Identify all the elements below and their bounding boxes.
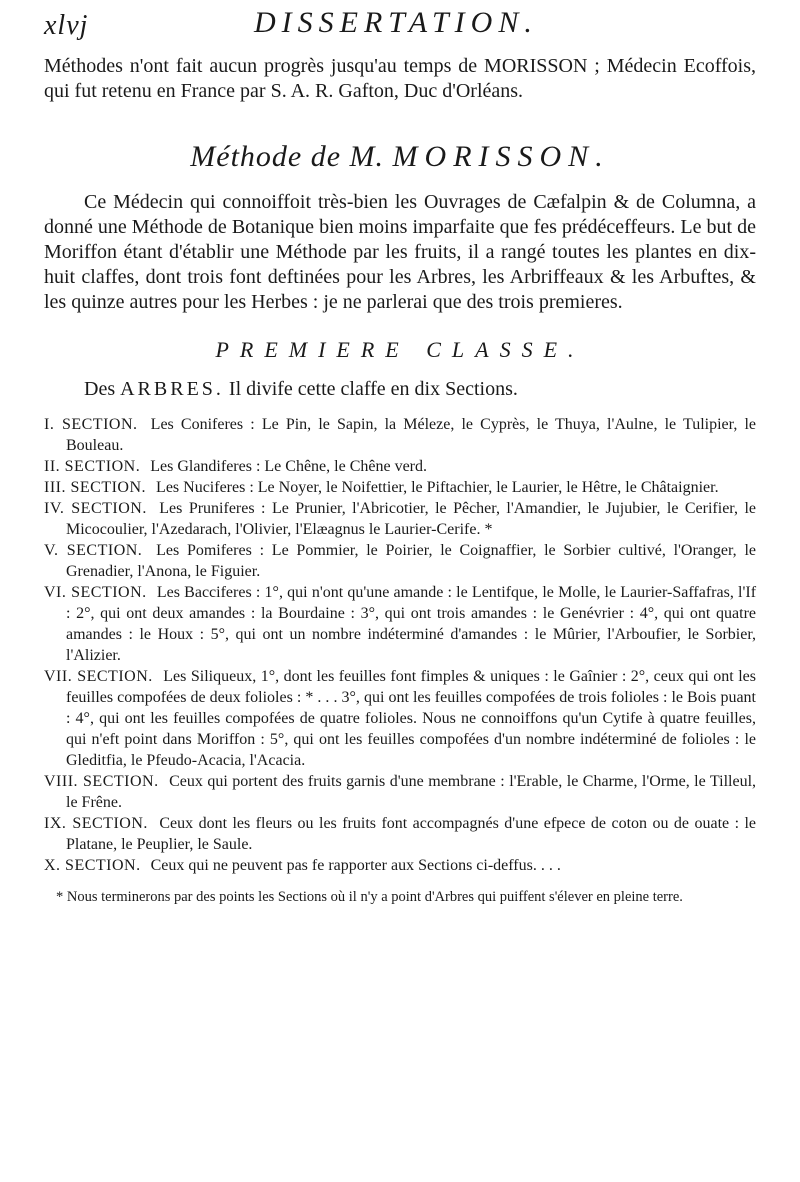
section-item [44, 477, 756, 498]
class-title: PREMIERE CLASSE. [215, 337, 585, 362]
class-description-caps: ARBRES. [120, 378, 224, 400]
section-item [44, 540, 756, 582]
section-label: III. SECTION. [44, 479, 147, 496]
section-text: Les Bacciferes : 1°, qui n'ont qu'une amande : le Lentifque, le Molle, le Laurier-Saffafras, l'If : 2°, qui ont deux amandes : la Bourdaine : 3°, qui ont trois amandes : le Genévrier : 4°, qui ont quatre amandes : le Houx : 5°, qui ont un nombre indéterminé d'amandes : le Mûrier, l'Arboufier, le Sorbier, l'Alizier. [66, 584, 757, 664]
footnote: * Nous terminerons par des points les Sections où il n'y a point d'Arbres qui puiffent s'élever en pleine terre. [56, 889, 683, 905]
section-label: II. SECTION. [44, 458, 141, 475]
class-description-lead: Des [84, 378, 116, 400]
section-item [44, 498, 756, 540]
body-paragraph: Ce Médecin qui connoiffoit très-bien les Ouvrages de Cæfalpin & de Columna, a donné une Méthode de Botanique bien moins imparfaite que fes prédéceffeurs. Le but de Moriffon étant d'établir une Méthode par les fruits, il a rangé toutes les plantes en dix-huit claffes, dont trois font deftinées pour les Arbres, les Arbriffeaux & les Arbuftes, & les quinze autres pour les Herbes : je ne parlerai que des trois premieres. [44, 191, 756, 313]
method-title [44, 140, 756, 174]
intro-paragraph: Méthodes n'ont fait aucun progrès jusqu'au temps de MORISSON ; Médecin Ecoffois, qui fut retenu en France par S. A. R. Gafton, Duc d'Orléans. [44, 55, 756, 102]
section-text: Les Glandiferes : Le Chêne, le Chêne verd. [150, 458, 427, 475]
section-text: Les Coniferes : Le Pin, le Sapin, la Méleze, le Cyprès, le Thuya, l'Aulne, le Tulipier, le Bouleau. [66, 416, 757, 454]
class-description [44, 377, 756, 402]
section-label: X. SECTION. [44, 857, 141, 874]
section-label: IX. SECTION. [44, 815, 148, 832]
section-text: Ceux dont les fleurs ou les fruits font accompagnés d'une efpece de coton ou de ouate : le Platane, le Peuplier, le Saule. [66, 815, 757, 853]
section-text: Ceux qui portent des fruits garnis d'une membrane : l'Erable, le Charme, l'Orme, le Tilleul, le Frêne. [66, 773, 757, 811]
section-item [44, 666, 756, 771]
section-label: V. SECTION. [44, 542, 143, 559]
section-label: I. SECTION. [44, 416, 138, 433]
section-label: VII. SECTION. [44, 668, 153, 685]
section-text: Les Nuciferes : Le Noyer, le Noifettier, le Piftachier, le Laurier, le Hêtre, le Châtaignier. [156, 479, 719, 496]
class-description-rest: Il divife cette claffe en dix Sections. [228, 378, 518, 400]
sections-list [44, 414, 756, 876]
method-title-name: MORISSON. [392, 140, 610, 173]
section-item [44, 855, 756, 876]
section-text: Ceux qui ne peuvent pas fe rapporter aux Sections ci-deffus. . . . [150, 857, 561, 874]
method-title-prefix: Méthode de M. [190, 140, 385, 173]
section-item [44, 456, 756, 477]
section-item [44, 813, 756, 855]
section-item [44, 771, 756, 813]
running-title: DISSERTATION. [254, 6, 538, 39]
section-item [44, 582, 756, 666]
section-text: Les Pomiferes : Le Pommier, le Poirier, le Coignaffier, le Sorbier cultivé, l'Oranger, le Grenadier, l'Anona, le Figuier. [66, 542, 756, 580]
page-number: xlvj [44, 10, 89, 41]
page-header [44, 0, 756, 54]
section-item [44, 414, 756, 456]
section-text: Les Pruniferes : Le Prunier, l'Abricotier, le Pêcher, l'Amandier, le Jujubier, le Cerifier, le Micocoulier, l'Azedarach, l'Olivier, l'Elæagnus le Laurier-Cerife. * [66, 500, 756, 538]
section-label: VIII. SECTION. [44, 773, 159, 790]
section-text: Les Siliqueux, 1°, dont les feuilles font fimples & uniques : le Gaînier : 2°, ceux qui ont les feuilles compofées de deux folioles : * . . . 3°, qui ont les feuilles compofées de trois folioles : le Bois puant : 4°, qui ont les feuilles compofées de quatre folioles. Nous ne connoiffons qu'un Cytife à quatre feuilles, qui n'eft point dans Moriffon : 5°, qui ont les feuilles compofées d'un nombre indéterminé de folioles : le Gleditfia, le Pfeudo-Acacia, l'Acacia. [66, 668, 757, 769]
section-label: VI. SECTION. [44, 584, 147, 601]
section-label: IV. SECTION. [44, 500, 147, 517]
